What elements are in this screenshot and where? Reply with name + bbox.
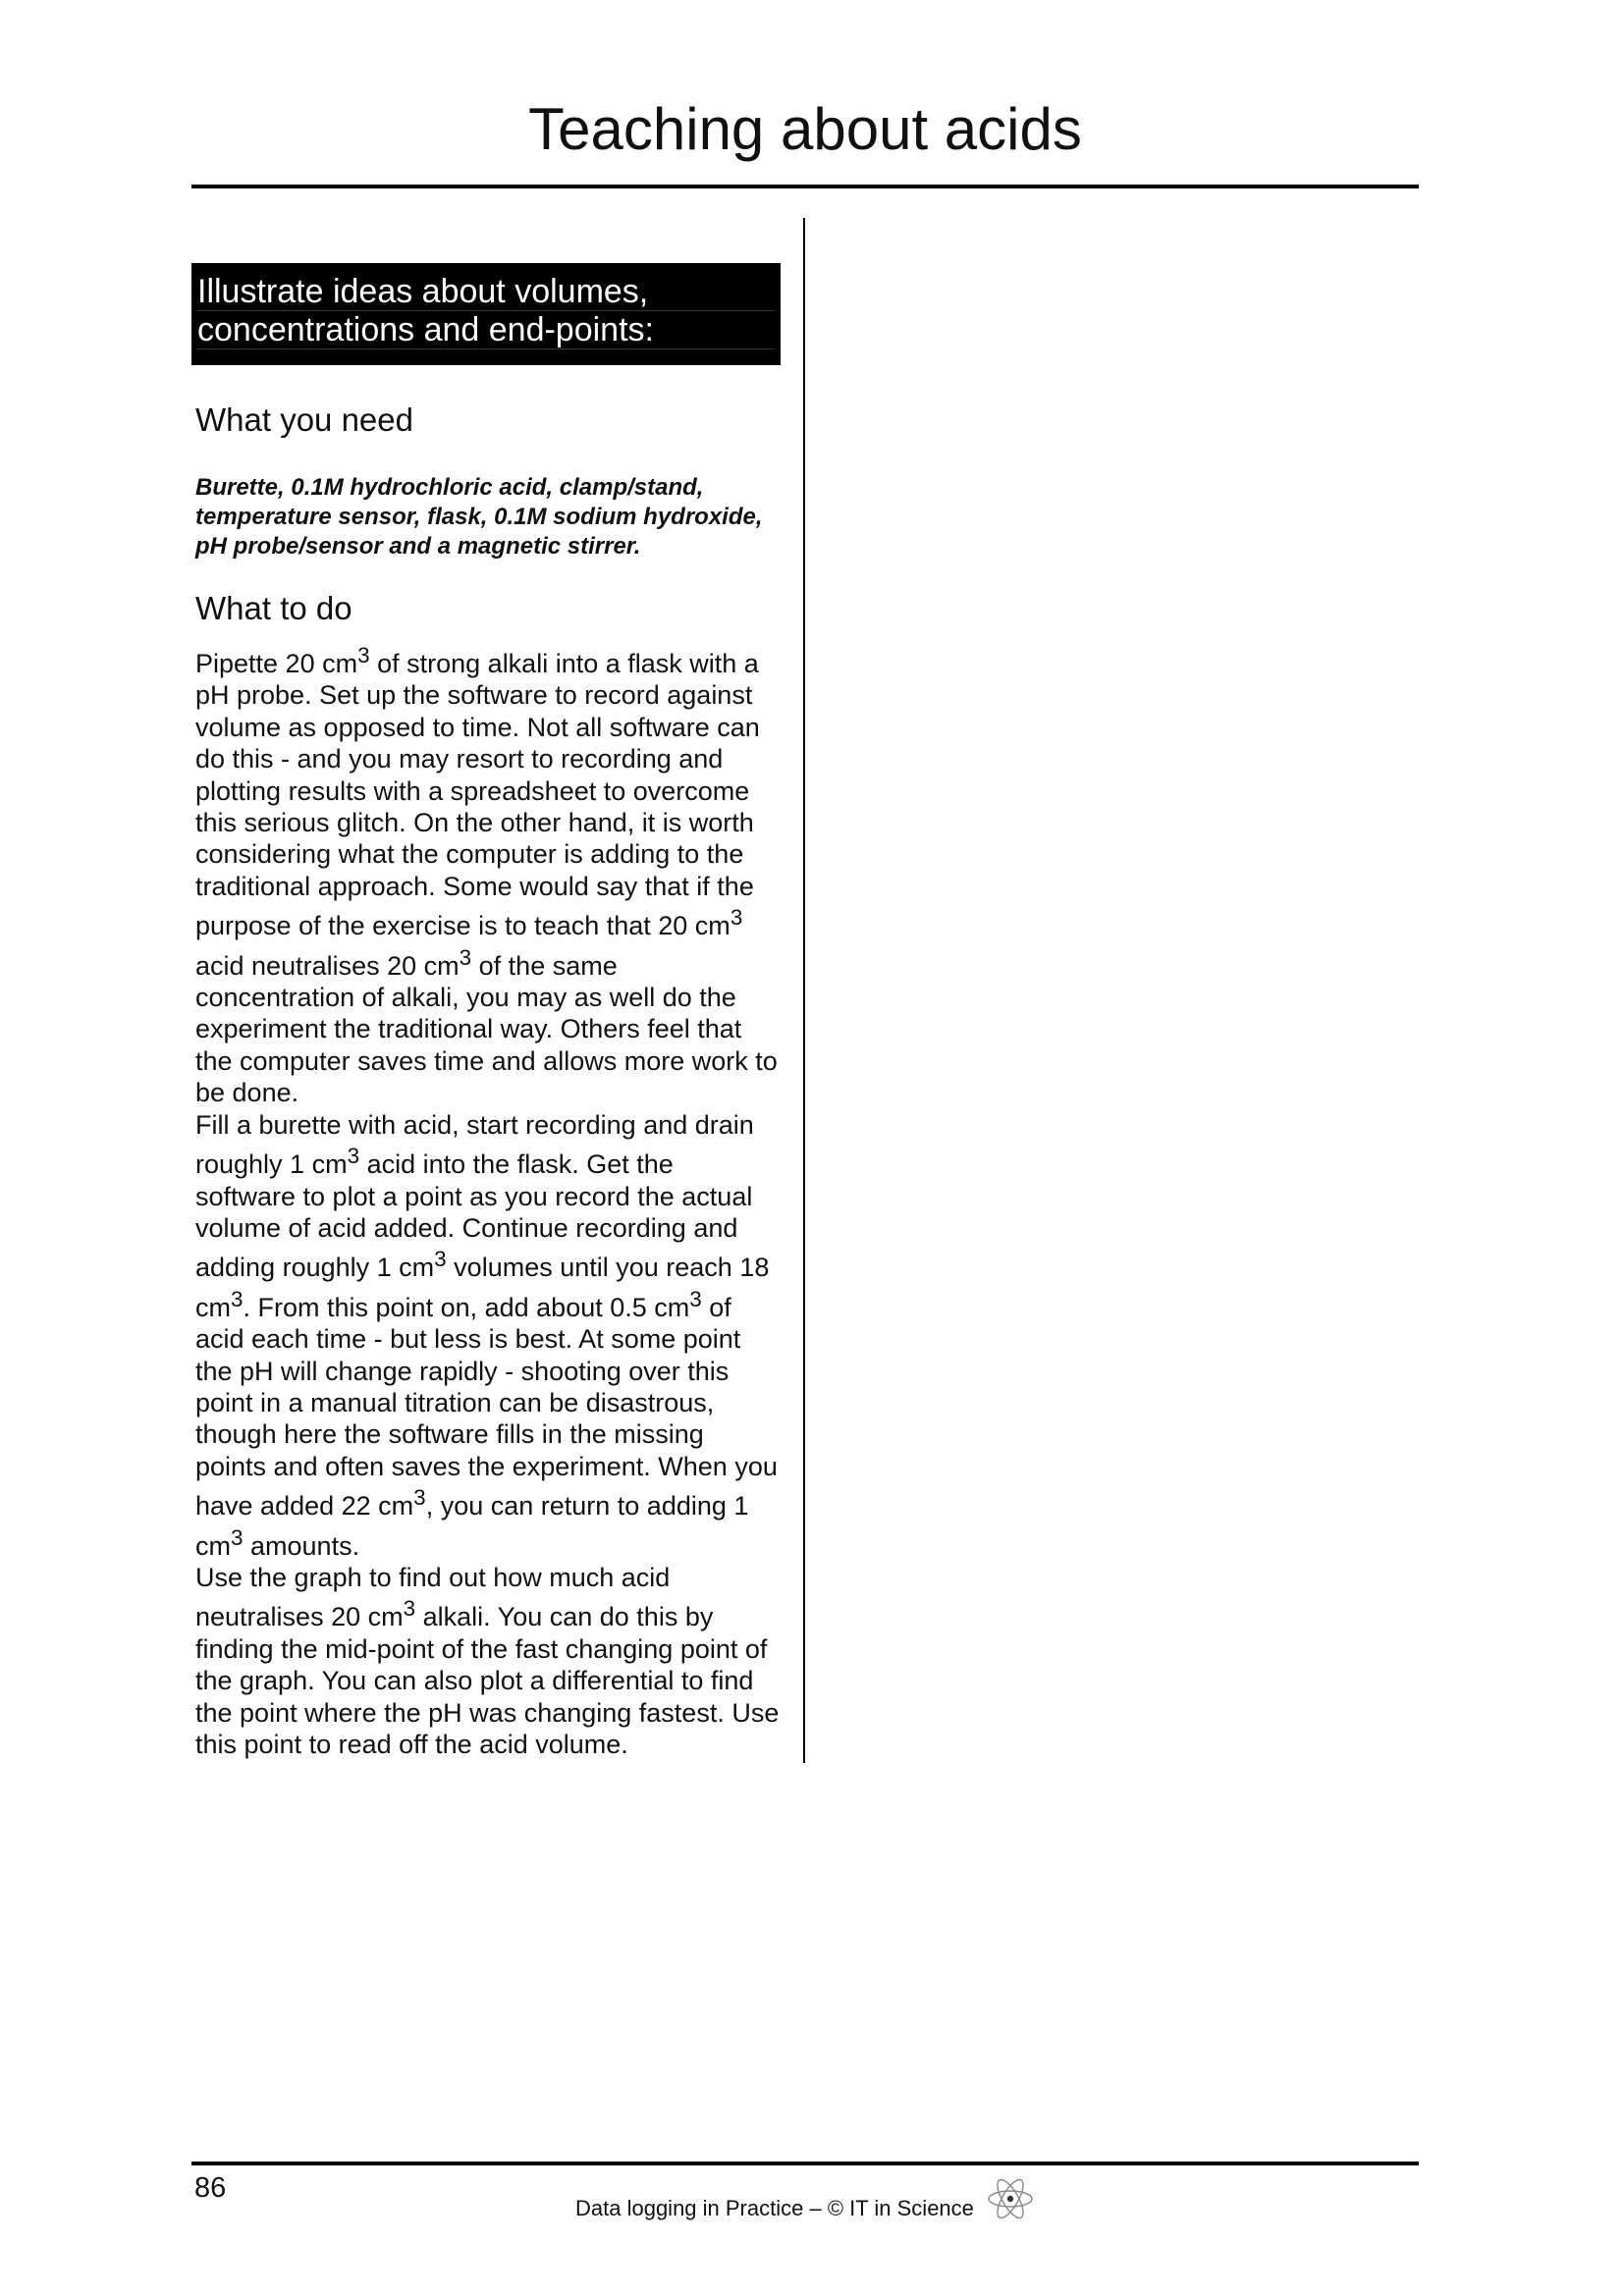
equipment-list: Burette, 0.1M hydrochloric acid, clamp/stand, temperature sensor, flask, 0.1M sodium hydroxide, pH probe/sensor and a magnetic stirrer.: [195, 474, 763, 560]
text-run: of the same concentration of alkali, you may as well do the experiment the traditional way. Others feel that the computer saves time and allows more work to be done.: [195, 950, 778, 1108]
superscript: 3: [231, 1524, 243, 1550]
text-run: volumes until you reach 18 cm: [195, 1253, 770, 1322]
superscript: 3: [403, 1596, 416, 1622]
superscript: 3: [730, 905, 743, 931]
footer-copyright: Data logging in Practice – © IT in Science: [575, 2196, 974, 2220]
text-run: acid neutralises 20 cm: [195, 950, 460, 981]
text-run: Pipette 20 cm: [195, 649, 358, 678]
instructions-paragraph-2: [195, 1109, 781, 1562]
page-number: 86: [194, 2172, 227, 2204]
left-column: [191, 263, 781, 1760]
superscript: 3: [231, 1286, 243, 1311]
text-run: of strong alkali into a flask with a pH probe. Set up the software to record against volume as opposed to time. Not all software can do this - and you may resort to recording and plotting results with a spreadsheet to overcome this serious glitch. On the other hand, it is worth considering what the computer is adding to the traditional approach. Some would say that if the purpose of the exercise is to teach that 20 cm: [195, 649, 760, 941]
text-run: . From this point on, add about 0.5 cm: [243, 1292, 690, 1322]
banner-line-1: Illustrate ideas about volumes,: [197, 273, 775, 311]
text-run: , you can return to adding 1 cm: [195, 1491, 749, 1561]
instructions-paragraph-3: [195, 1562, 781, 1760]
text-run: acid into the flask. Get the software to plot a point as you record the actual volume of acid added. Continue recording and adding roughly 1 cm: [195, 1149, 753, 1283]
text-run: Use the graph to find out how much acid neutralises 20 cm: [195, 1562, 671, 1632]
text-run: Fill a burette with acid, start recording and drain roughly 1 cm: [195, 1109, 754, 1180]
page-title: Teaching about acids: [528, 96, 1082, 162]
what-you-need-heading: What you need: [195, 401, 413, 438]
atom-logo-icon: [986, 2171, 1035, 2226]
header-rule: [191, 185, 1419, 188]
text-run: of acid each time - but less is best. At some point the pH will change rapidly - shooting over this point in a manual titration can be disastrous, though here the software fills in the missing points and often saves the experiment. When you have added 22 cm: [195, 1292, 778, 1522]
instructions-paragraph-1: [195, 640, 781, 1109]
column-divider: [803, 218, 805, 1763]
text-run: alkali. You can do this by finding the mid-point of the fast changing point of the graph. You can also plot a differential to find the point where the pH was changing fastest. Use this point to read off the acid volume.: [195, 1602, 780, 1759]
section-banner: [191, 263, 781, 365]
instructions: [191, 640, 781, 1760]
what-to-do-heading: What to do: [195, 590, 352, 626]
footer-rule: [191, 2162, 1419, 2165]
banner-line-2: concentrations and end-points:: [197, 311, 775, 349]
superscript: 3: [434, 1247, 447, 1272]
superscript: 3: [459, 944, 472, 970]
text-run: amounts.: [243, 1530, 360, 1561]
superscript: 3: [413, 1485, 426, 1511]
superscript: 3: [347, 1144, 360, 1169]
superscript: 3: [689, 1286, 702, 1311]
superscript: 3: [357, 643, 370, 667]
